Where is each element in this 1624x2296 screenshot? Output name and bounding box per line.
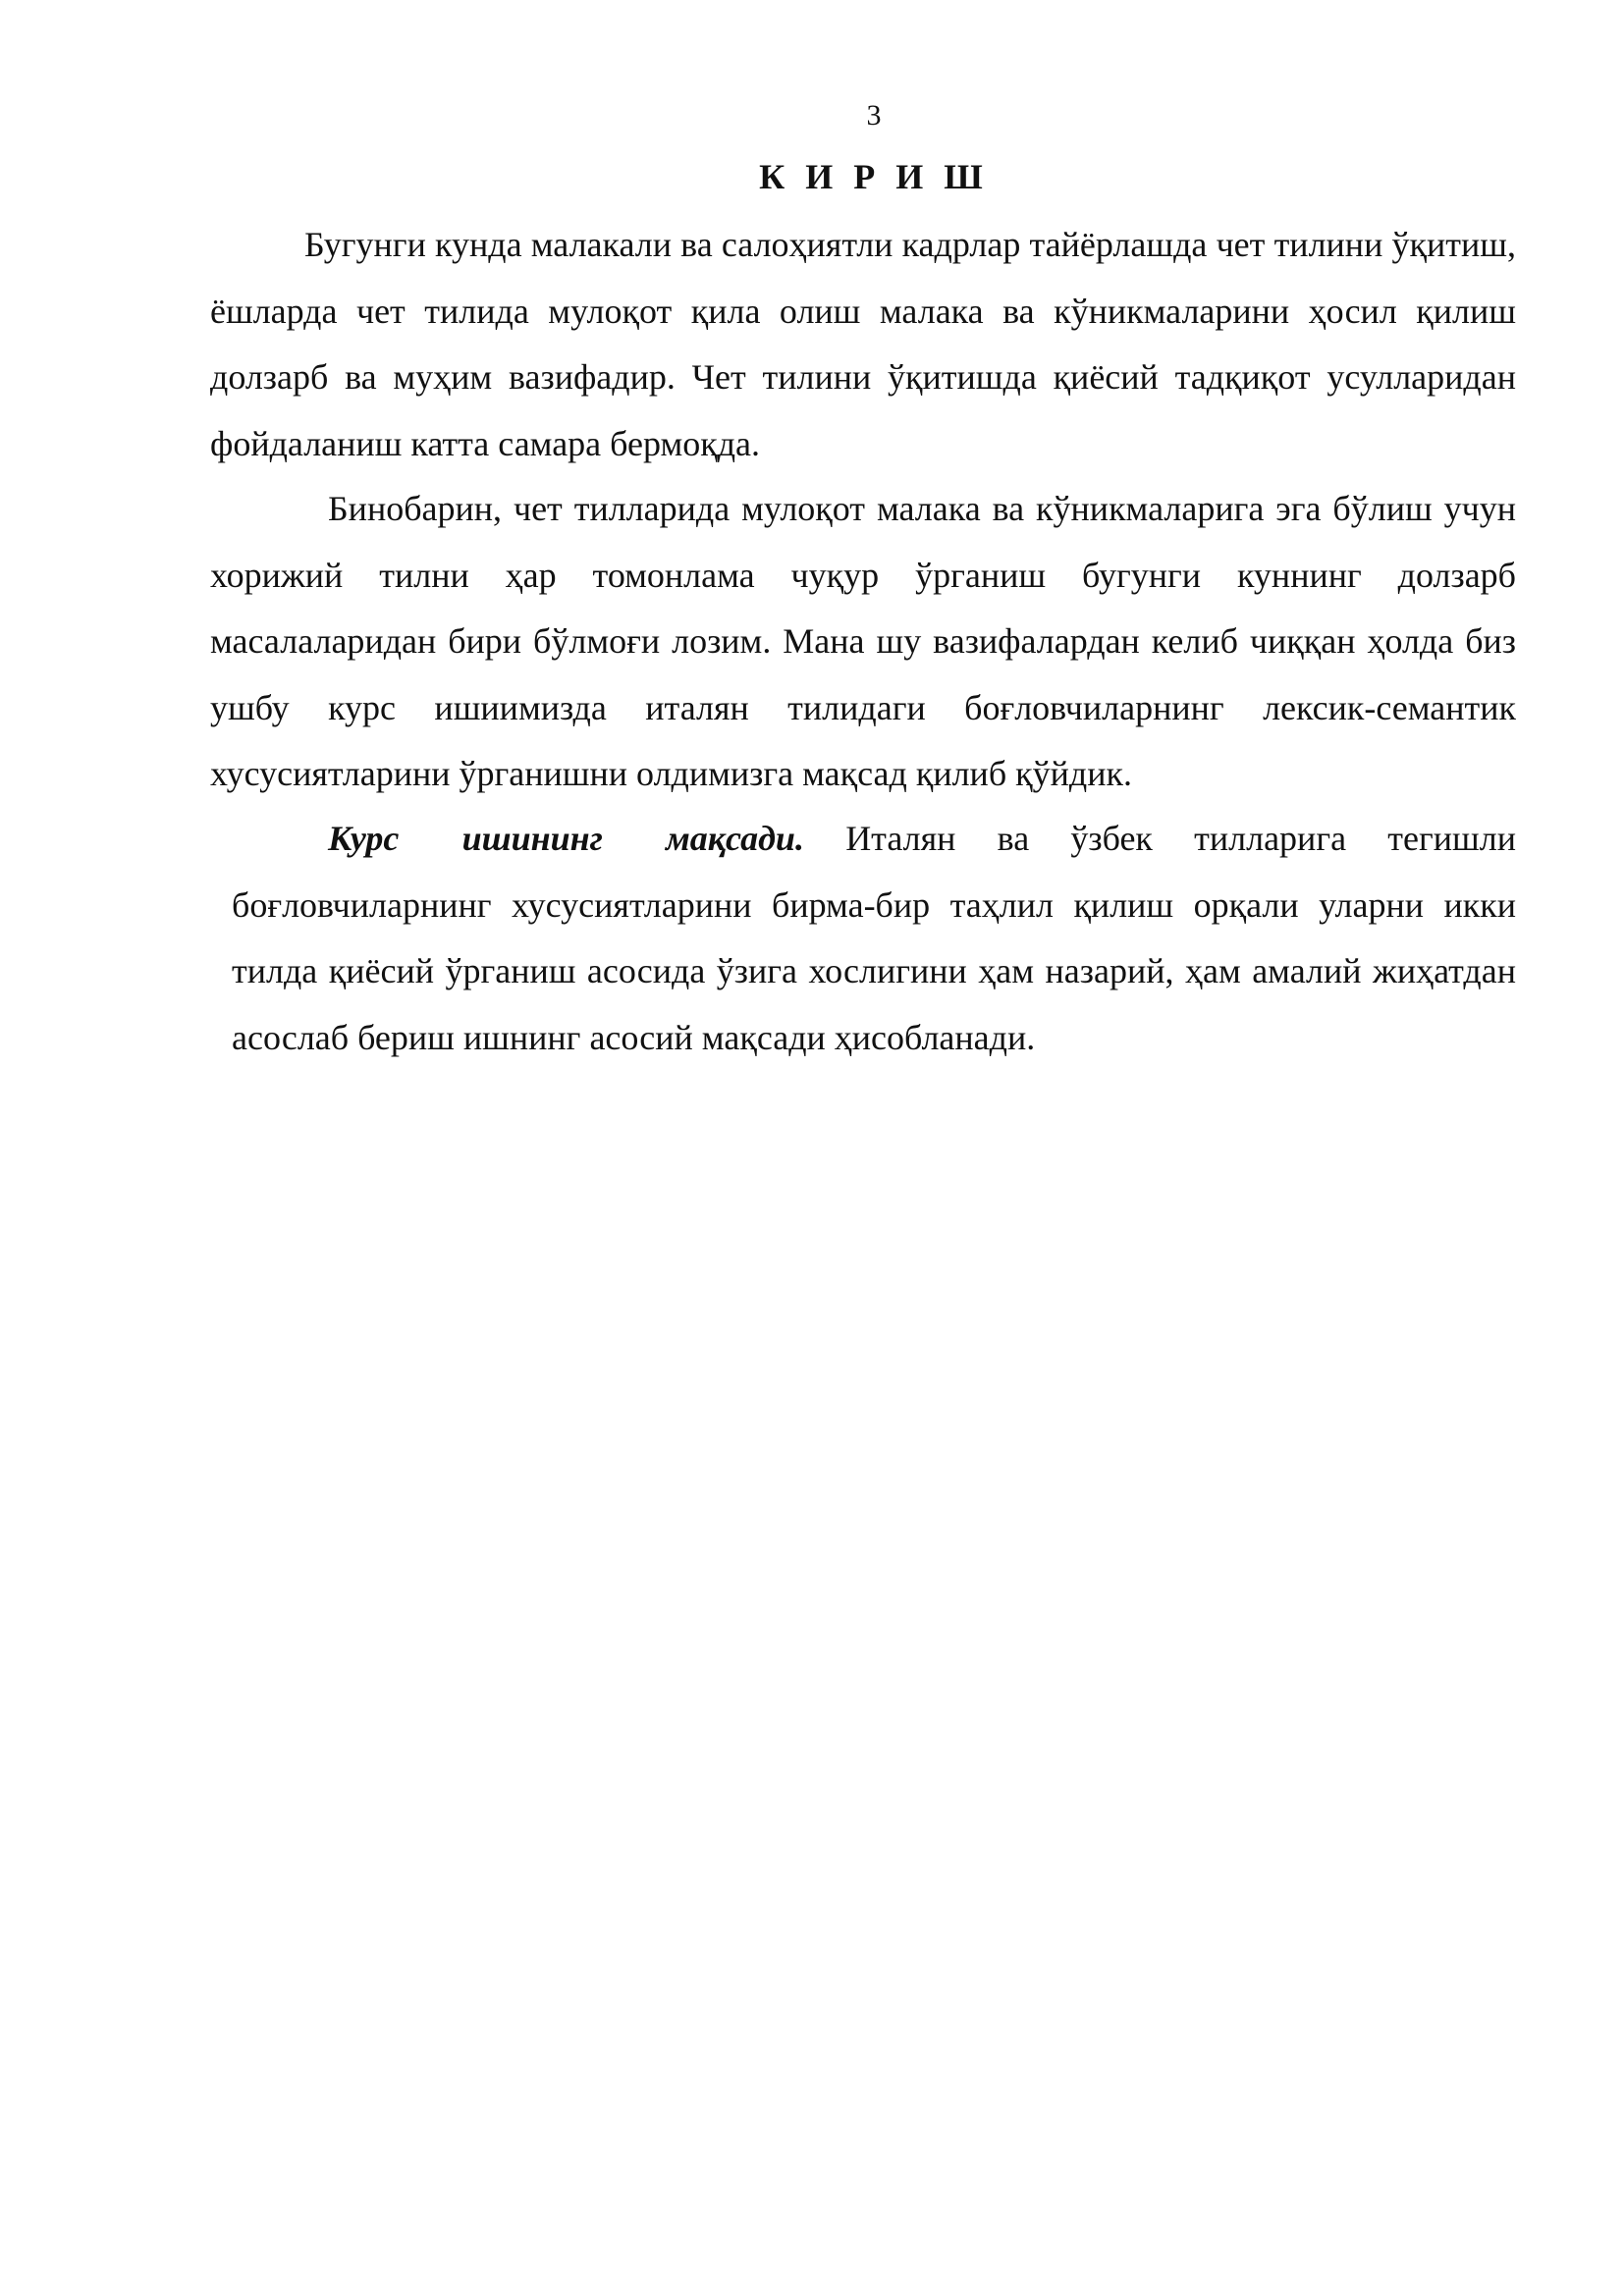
page-number: 3 xyxy=(866,99,882,132)
section-title: К И Р И Ш xyxy=(759,157,989,196)
paragraph-3-lead: Курс ишининг мақсади. xyxy=(328,819,804,858)
paragraph-1 xyxy=(210,212,1516,477)
paragraph-1-text: Бугунги кунда малакали ва салоҳиятли кадрлар тайёрлашда чет тилини ўқитиш, ёшларда чет тилида мулоқот қила олиш малака ва кўникмаларини ҳосил қилиш долзарб ва муҳим вазифадир. Чет тилини ўқитишда қиёсий тадқиқот усулларидан фойдаланиш катта самара бермоқда. xyxy=(210,225,1516,463)
paragraph-2-text: Бинобарин, чет тилларида мулоқот малака ва кўникмаларига эга бўлиш учун хорижий тилни ҳар томонлама чуқур ўрганиш бугунги куннинг долзарб масалаларидан бири бўлмоғи лозим. Мана шу вазифалардан келиб чиққан ҳолда биз ушбу курс ишиимизда италян тилидаги боғловчиларнинг лексик-семантик хусусиятларини ўрганишни олдимизга мақсад қилиб қўйдик. xyxy=(210,489,1516,793)
paragraph-3 xyxy=(232,806,1516,1071)
paragraph-3-text: Италян ва ўзбек тилларига тегишли боғловчиларнинг хусусиятларини бирма-бир таҳлил қилиш орқали уларни икки тилда қиёсий ўрганиш асосида ўзига хослигини ҳам назарий, ҳам амалий жиҳатдан асослаб бериш ишнинг асосий мақсади ҳисобланади. xyxy=(232,819,1516,1057)
paragraph-2 xyxy=(210,476,1516,808)
